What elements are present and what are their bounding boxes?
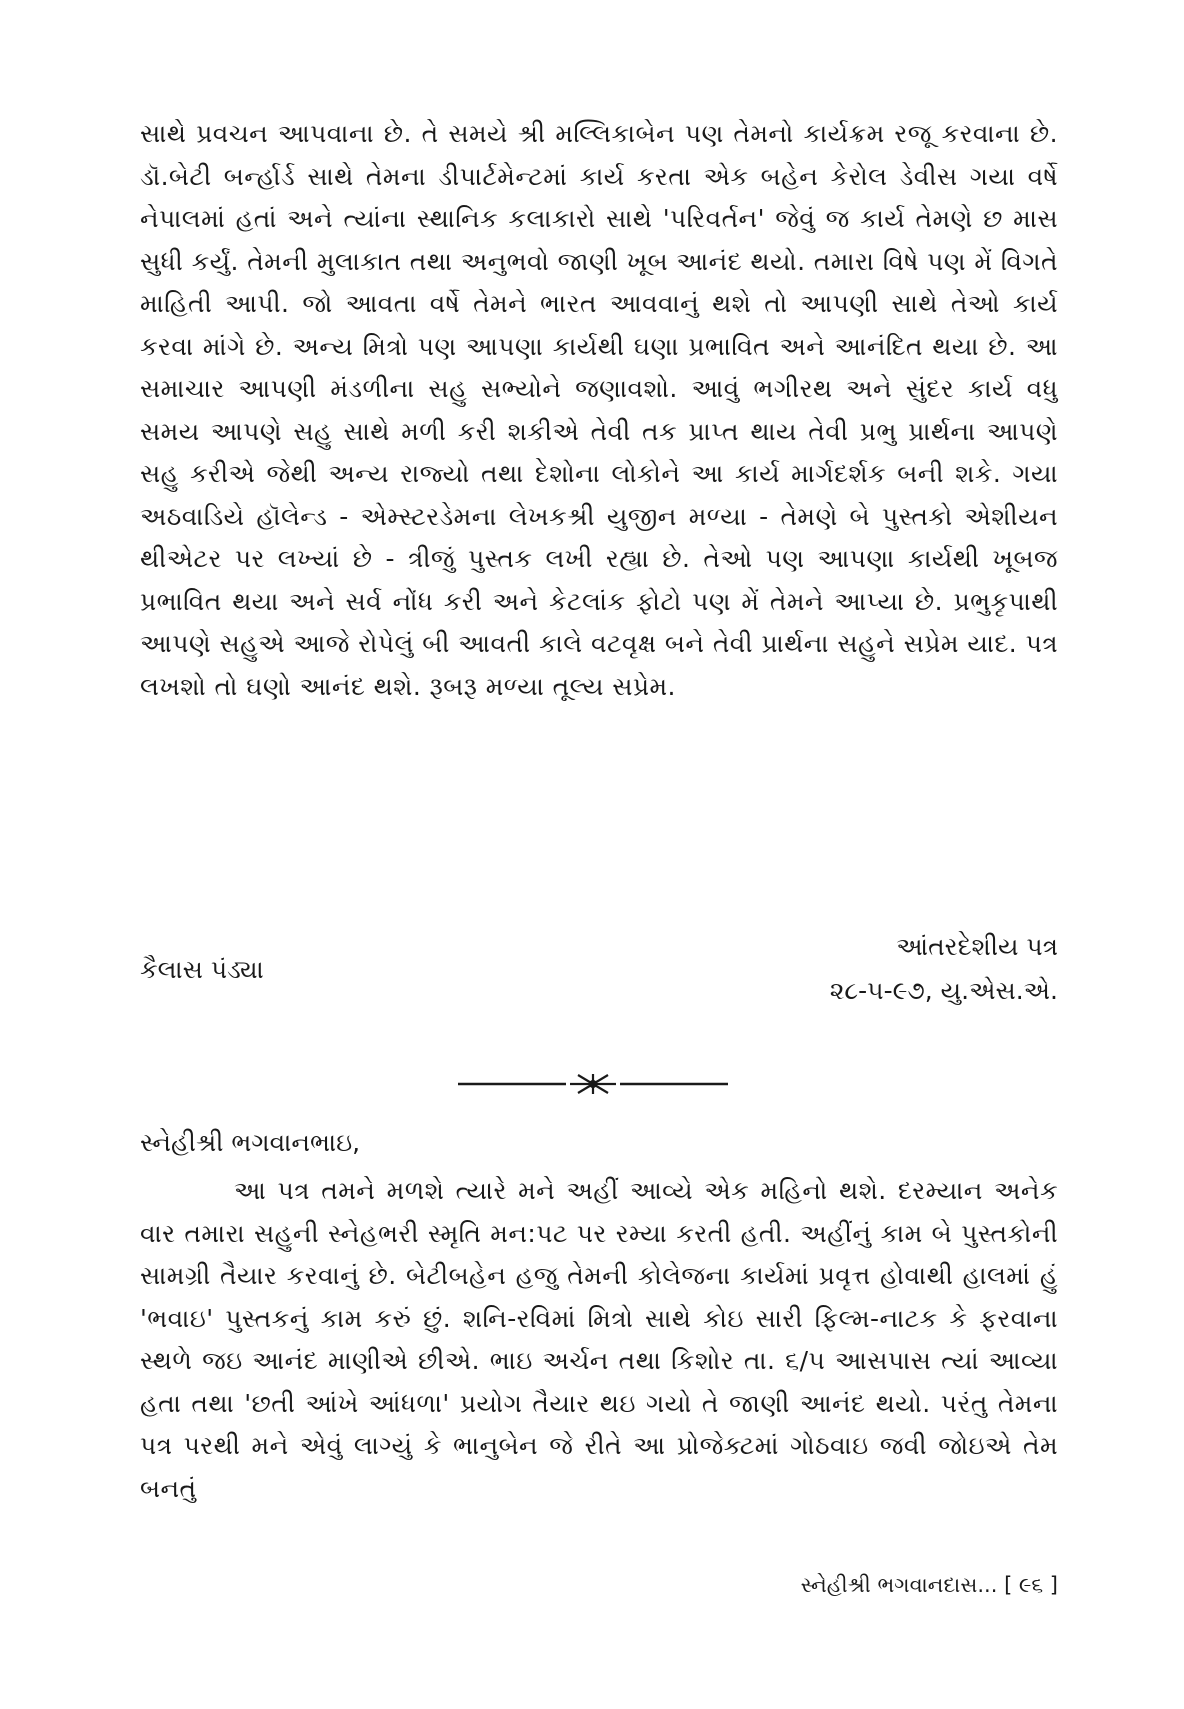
page-footer bbox=[700, 1573, 1058, 1598]
running-title: સ્નેહીશ્રી ભગવાનદાસ... bbox=[800, 1573, 998, 1597]
letter-1-paragraph: સાથે પ્રવચન આપવાના છે. તે સમયે શ્રી મલ્લિકાબેન પણ તેમનો કાર્યક્રમ રજૂ કરવાના છે. ડૉ.બેટી બર્ન્હાર્ડ સાથે તેમના ડીપાર્ટમેન્ટમાં કાર્ય કરતા એક બહેન કેરોલ ડેવીસ ગયા વર્ષે નેપાલમાં હતાં અને ત્યાંના સ્થાનિક કલાકારો સાથે 'પરિવર્તન' જેવું જ કાર્ય તેમણે છ માસ સુધી કર્યું. તેમની મુલાકાત તથા અનુભવો જાણી ખૂબ આનંદ થયો. તમારા વિષે પણ મેં વિગતે માહિતી આપી. જો આવતા વર્ષે તેમને ભારત આવવાનું થશે તો આપણી સાથે તેઓ કાર્ય કરવા માંગે છે. અન્ય મિત્રો પણ આપણા કાર્યથી ઘણા પ્રભાવિત અને આનંદિત થયા છે. આ સમાચાર આપણી મંડળીના સહુ સભ્યોને જણાવશો. આવું ભગીરથ અને સુંદર કાર્ય વધુ સમય આપણે સહુ સાથે મળી કરી શકીએ તેવી તક પ્રાપ્ત થાય તેવી પ્રભુ પ્રાર્થના આપણે સહુ કરીએ જેથી અન્ય રાજ્યો તથા દેશોના લોકોને આ કાર્ય માર્ગદર્શક બની શકે. ગયા અઠવાડિયે હૉલેન્ડ - એમ્સ્ટરડેમના લેખકશ્રી યુજીન મળ્યા - તેમણે બે પુસ્તકો એશીયન થીએટર પર લખ્યાં છે - ત્રીજું પુસ્તક લખી રહ્યા છે. તેઓ પણ આપણા કાર્યથી ખૂબજ પ્રભાવિત થયા અને સર્વ નોંધ કરી અને કેટલાંક ફોટો પણ મેં તેમને આપ્યા છે. પ્રભુકૃપાથી આપણે સહુએ આજે રોપેલું બી આવતી કાલે વટવૃક્ષ બને તેવી પ્રાર્થના સહુને સપ્રેમ યાદ. પત્ર લખશો તો ઘણો આનંદ થશે. રૂબરૂ મળ્યા તૂલ્ય સપ્રેમ. bbox=[140, 119, 1058, 701]
letter-2-body bbox=[140, 1170, 1058, 1510]
letter-date-place: ૨૮-૫-૯૭, યુ.એસ.એ. bbox=[829, 976, 1058, 1005]
salutation: સ્નેહીશ્રી ભગવાનભાઇ, bbox=[140, 1128, 361, 1157]
letter-type: આંતરદેશીય પત્ર bbox=[896, 932, 1058, 961]
letter-1-body bbox=[140, 113, 1058, 708]
signature-name: કૈલાસ પંડ્યા bbox=[140, 955, 264, 984]
ornamental-divider bbox=[458, 1072, 728, 1096]
page-number: [ ૯૬ ] bbox=[1004, 1573, 1058, 1597]
letter-2-paragraph: આ પત્ર તમને મળશે ત્યારે મને અહીં આવ્યે એક મહિનો થશે. દરમ્યાન અનેક વાર તમારા સહુની સ્નેહભરી સ્મૃતિ મન:પટ પર રમ્યા કરતી હતી. અહીંનું કામ બે પુસ્તકોની સામગ્રી તૈયાર કરવાનું છે. બેટીબહેન હજુ તેમની કોલેજના કાર્યમાં પ્રવૃત્ત હોવાથી હાલમાં હું 'ભવાઇ' પુસ્તકનું કામ કરું છું. શનિ-રવિમાં મિત્રો સાથે કોઇ સારી ફિલ્મ-નાટક કે ફરવાના સ્થળે જઇ આનંદ માણીએ છીએ. ભાઇ અર્ચન તથા કિશોર તા. ૬/૫ આસપાસ ત્યાં આવ્યા હતા તથા 'છતી આંખે આંધળા' પ્રયોગ તૈયાર થઇ ગયો તે જાણી આનંદ થયો. પરંતુ તેમના પત્ર પરથી મને એવું લાગ્યું કે ભાનુબેન જે રીતે આ પ્રોજેક્ટમાં ગોઠવાઇ જવી જોઇએ તેમ બનતું bbox=[140, 1176, 1058, 1503]
